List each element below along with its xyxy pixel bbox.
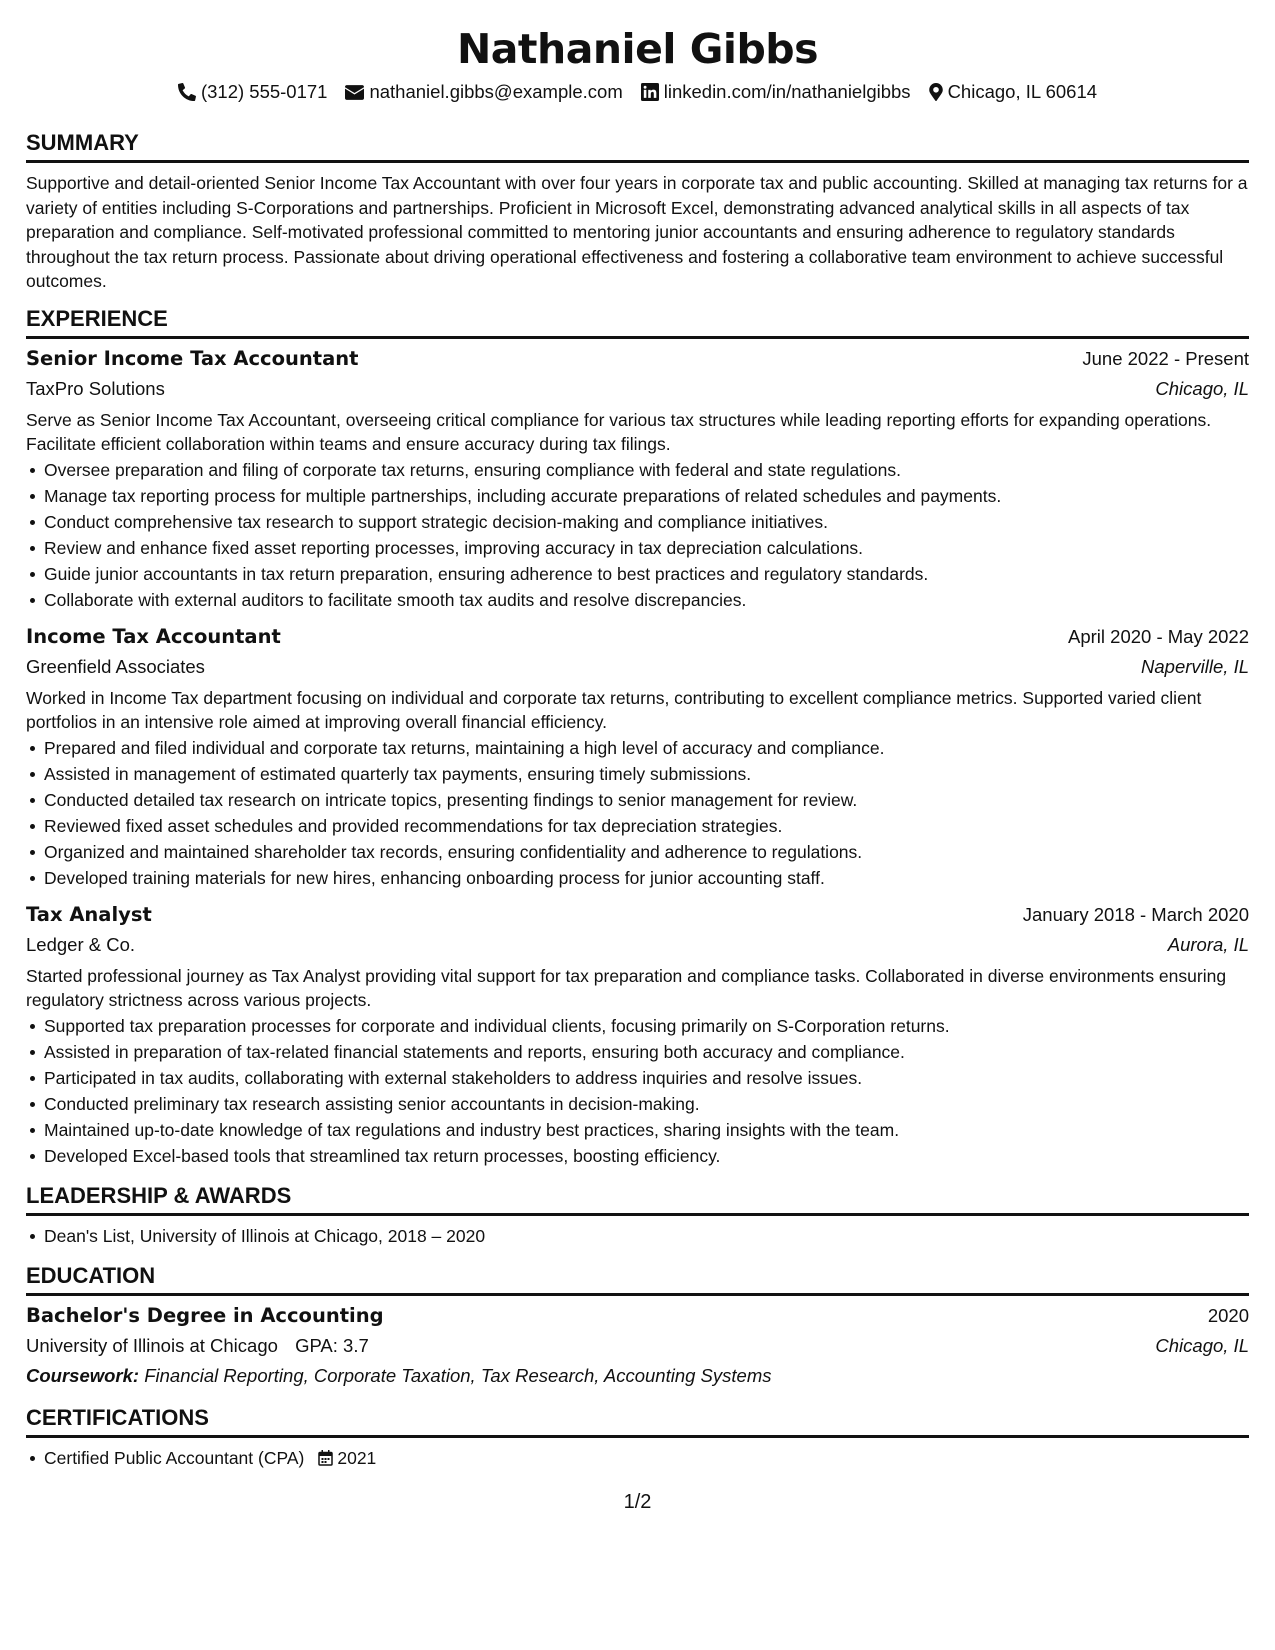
cert-year: 2021 — [337, 1447, 377, 1468]
list-item: Conducted detailed tax research on intricate topics, presenting findings to senior management for review. — [44, 787, 1249, 813]
awards-section — [26, 1183, 1249, 1249]
summary-text: Supportive and detail-oriented Senior Income Tax Accountant with over four years in corporate tax and public accounting. Skilled at managing tax returns for a variety of entities including S-Corporations and partnerships. Proficient in Microsoft Excel, demonstrating advanced analytical skills in all aspects of tax preparation and compliance. Self-motivated professional committed to mentoring junior accountants and ensuring adherence to regulatory standards throughout the tax return process. Passionate about driving operational effectiveness and fostering a collaborative team environment to achieve successful outcomes. — [26, 173, 1248, 291]
section-title-awards: LEADERSHIP & AWARDS — [26, 1183, 1249, 1216]
contact-email[interactable] — [345, 79, 622, 105]
location-text: Chicago, IL 60614 — [947, 81, 1098, 102]
job-bullets — [26, 735, 1249, 891]
contact-bar — [26, 79, 1249, 105]
job-location: Naperville, IL — [1141, 655, 1249, 677]
coursework-text: Financial Reporting, Corporate Taxation, Tax Research, Accounting Systems — [144, 1364, 772, 1386]
job-location: Chicago, IL — [1155, 377, 1249, 399]
list-item: Assisted in management of estimated quarterly tax payments, ensuring timely submissions. — [44, 761, 1249, 787]
job-entry — [26, 900, 1249, 1169]
job-entry — [26, 622, 1249, 891]
job-title: Tax Analyst — [26, 902, 152, 926]
list-item: Guide junior accountants in tax return preparation, ensuring adherence to best practices and regulatory standards. — [44, 561, 1249, 587]
candidate-name: Nathaniel Gibbs — [456, 25, 819, 73]
phone-icon — [178, 83, 196, 101]
resume-page — [26, 0, 1249, 1471]
awards-list — [26, 1223, 1249, 1249]
list-item: Prepared and filed individual and corporate tax returns, maintaining a high level of accuracy and compliance. — [44, 735, 1249, 761]
job-location: Aurora, IL — [1167, 933, 1249, 955]
page-number: 1/2 — [623, 1491, 652, 1513]
company-name: Ledger & Co. — [26, 933, 136, 955]
list-item: Conducted preliminary tax research assisting senior accountants in decision-making. — [44, 1091, 1249, 1117]
job-title: Senior Income Tax Accountant — [26, 346, 359, 370]
summary-section — [26, 130, 1249, 294]
list-item: Supported tax preparation processes for corporate and individual clients, focusing primarily on S-Corporation returns. — [44, 1013, 1249, 1039]
phone-text: (312) 555-0171 — [200, 81, 328, 102]
list-item: Oversee preparation and filing of corporate tax returns, ensuring compliance with federal and state regulations. — [44, 457, 1249, 483]
job-description: Started professional journey as Tax Analyst providing vital support for tax preparation and compliance tasks. Collaborated in diverse environments ensuring regulatory strictness across various projects. — [26, 965, 1227, 1010]
calendar-icon — [318, 1450, 333, 1466]
list-item: Manage tax reporting process for multiple partnerships, including accurate preparations of related schedules and payments. — [44, 483, 1249, 509]
list-item: Reviewed fixed asset schedules and provided recommendations for tax depreciation strategies. — [44, 813, 1249, 839]
job-dates: April 2020 - May 2022 — [1068, 625, 1249, 647]
section-title-certifications: CERTIFICATIONS — [26, 1405, 1249, 1438]
list-item — [44, 1445, 1249, 1471]
linkedin-icon — [641, 83, 659, 101]
school-location: Chicago, IL — [1155, 1334, 1249, 1356]
job-entry — [26, 344, 1249, 613]
job-description: Serve as Senior Income Tax Accountant, overseeing critical compliance for various tax structures while leading reporting efforts for expanding operations. Facilitate efficient collaboration within teams and ensure accuracy during tax filings. — [26, 409, 1212, 454]
contact-phone — [178, 79, 328, 105]
job-description: Worked in Income Tax department focusing on individual and corporate tax returns, contributing to excellent compliance metrics. Supported varied client portfolios in an intensive role aimed at improving overall financial efficiency. — [26, 687, 1202, 732]
list-item: Conduct comprehensive tax research to support strategic decision-making and compliance initiatives. — [44, 509, 1249, 535]
cert-name: Certified Public Accountant (CPA) — [44, 1447, 305, 1468]
experience-section — [26, 306, 1249, 1169]
school-and-gpa — [26, 1331, 369, 1361]
coursework-line — [26, 1361, 1249, 1391]
section-title-education: EDUCATION — [26, 1263, 1249, 1296]
list-item: Participated in tax audits, collaborating with external stakeholders to address inquiries and resolve issues. — [44, 1065, 1249, 1091]
job-bullets — [26, 1013, 1249, 1169]
company-name: TaxPro Solutions — [26, 377, 165, 399]
education-section — [26, 1263, 1249, 1391]
job-dates: January 2018 - March 2020 — [1022, 903, 1249, 925]
list-item: Developed Excel-based tools that streamlined tax return processes, boosting efficiency. — [44, 1143, 1249, 1169]
gpa-text: GPA: 3.7 — [295, 1334, 369, 1356]
job-title: Income Tax Accountant — [26, 624, 281, 648]
list-item: Organized and maintained shareholder tax records, ensuring confidentiality and adherence to regulations. — [44, 839, 1249, 865]
certifications-list — [26, 1445, 1249, 1471]
contact-linkedin[interactable] — [641, 79, 911, 105]
list-item: Maintained up-to-date knowledge of tax regulations and industry best practices, sharing insights with the team. — [44, 1117, 1249, 1143]
coursework-label: Coursework: — [26, 1364, 140, 1386]
list-item: Collaborate with external auditors to facilitate smooth tax audits and resolve discrepancies. — [44, 587, 1249, 613]
list-item: Developed training materials for new hires, enhancing onboarding process for junior accounting staff. — [44, 865, 1249, 891]
job-bullets — [26, 457, 1249, 613]
graduation-year: 2020 — [1207, 1304, 1249, 1326]
certifications-section — [26, 1405, 1249, 1471]
job-dates: June 2022 - Present — [1082, 347, 1249, 369]
school-name: University of Illinois at Chicago — [26, 1334, 278, 1356]
list-item: Assisted in preparation of tax-related financial statements and reports, ensuring both accuracy and compliance. — [44, 1039, 1249, 1065]
section-title-summary: SUMMARY — [26, 130, 1249, 163]
linkedin-link[interactable]: linkedin.com/in/nathanielgibbs — [663, 81, 911, 102]
email-link[interactable]: nathaniel.gibbs@example.com — [369, 81, 623, 102]
envelope-icon — [345, 85, 364, 100]
degree-name: Bachelor's Degree in Accounting — [26, 1303, 384, 1327]
company-name: Greenfield Associates — [26, 655, 205, 677]
contact-location — [929, 79, 1097, 105]
list-item: Dean's List, University of Illinois at Chicago, 2018 – 2020 — [44, 1223, 1249, 1249]
map-pin-icon — [929, 83, 943, 101]
list-item: Review and enhance fixed asset reporting processes, improving accuracy in tax depreciation calculations. — [44, 535, 1249, 561]
section-title-experience: EXPERIENCE — [26, 306, 1249, 339]
